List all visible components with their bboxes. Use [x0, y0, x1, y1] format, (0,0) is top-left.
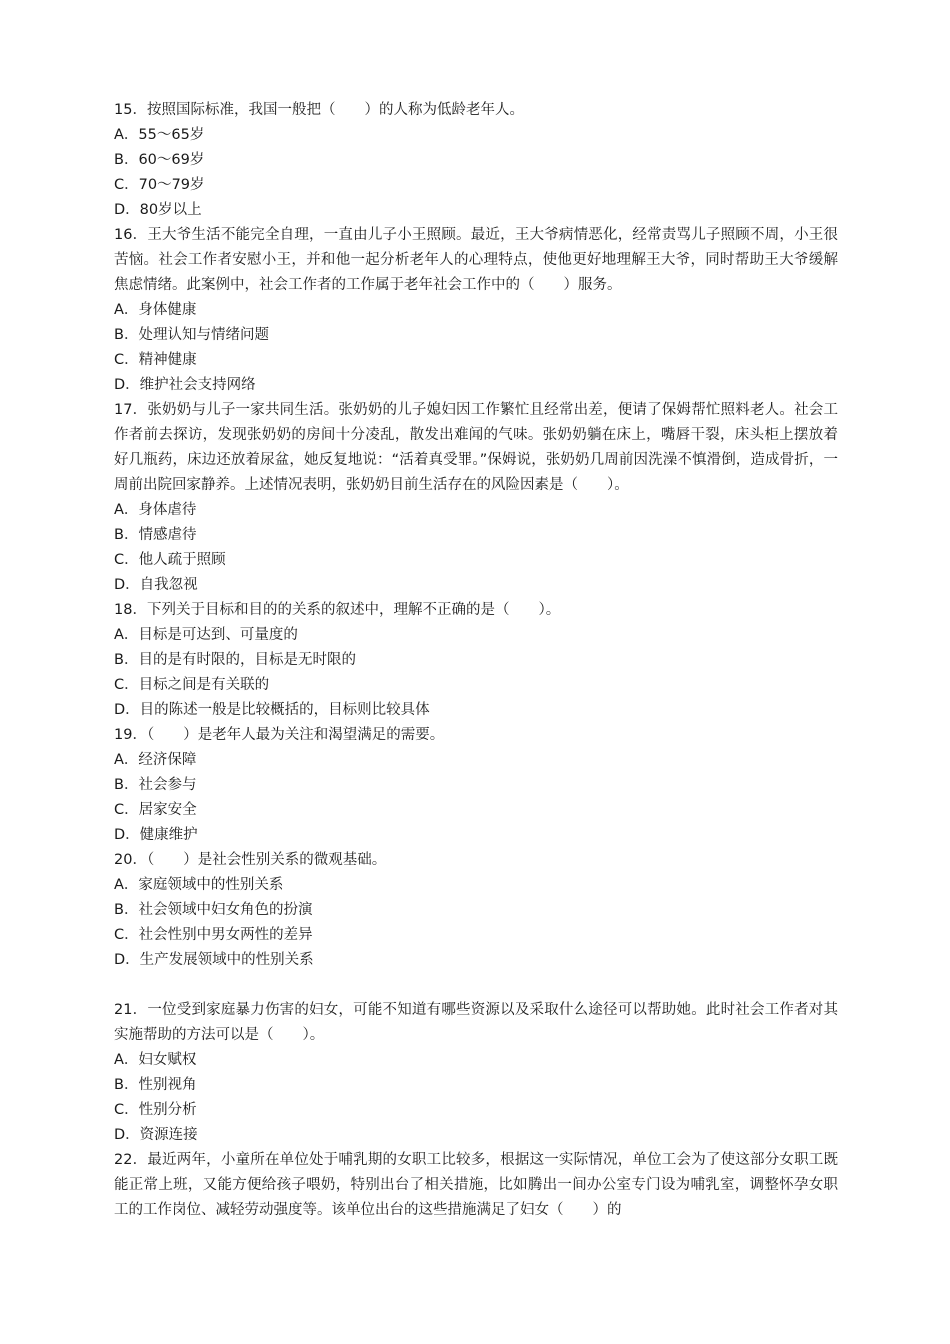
question-stem: 22．最近两年，小童所在单位处于哺乳期的女职工比较多，根据这一实际情况，单位工会为了使这部分女职工既能正常上班，又能方便给孩子喂奶，特别出台了相关措施，比如腾出一间办公室专门设为哺乳室，调整怀孕女职工的工作岗位、减轻劳动强度等。该单位出台的这些措施满足了妇女（ ）的 — [114, 1152, 838, 1218]
option-c: C．目标之间是有关联的 — [114, 677, 270, 693]
option-b: B．处理认知与情绪问题 — [114, 327, 269, 343]
option-b: B．情感虐待 — [114, 527, 197, 543]
option-a: A．身体健康 — [114, 302, 197, 318]
option-a: A．目标是可达到、可量度的 — [114, 627, 298, 643]
option-c: C．社会性别中男女两性的差异 — [114, 927, 313, 943]
option-c: C．70～79岁 — [114, 177, 205, 193]
question-stem: 15．按照国际标准，我国一般把（ ）的人称为低龄老年人。 — [114, 102, 524, 118]
question-stem: 20．（ ）是社会性别关系的微观基础。 — [114, 852, 387, 868]
blank-line — [114, 973, 838, 998]
option-c: C．居家安全 — [114, 802, 197, 818]
option-a: A．经济保障 — [114, 752, 197, 768]
option-b: B．60～69岁 — [114, 152, 205, 168]
option-b: B．性别视角 — [114, 1077, 197, 1093]
option-d: D．维护社会支持网络 — [114, 377, 256, 393]
option-d: D．目的陈述一般是比较概括的，目标则比较具体 — [114, 702, 430, 718]
option-c: C．精神健康 — [114, 352, 197, 368]
option-a: A．妇女赋权 — [114, 1052, 197, 1068]
question-stem: 17．张奶奶与儿子一家共同生活。张奶奶的儿子媳妇因工作繁忙且经常出差，便请了保姆帮忙照料老人。社会工作者前去探访，发现张奶奶的房间十分凌乱，散发出难闻的气味。张奶奶躺在床上，嘴唇干裂，床头柜上摆放着好几瓶药，床边还放着尿盆，她反复地说：“活着真受罪。”保姆说，张奶奶几周前因洗澡不慎滑倒，造成骨折，一周前出院回家静养。上述情况表明，张奶奶目前生活存在的风险因素是（ ）。 — [114, 402, 838, 493]
option-d: D．自我忽视 — [114, 577, 198, 593]
option-a: A．家庭领域中的性别关系 — [114, 877, 284, 893]
option-c: C．性别分析 — [114, 1102, 197, 1118]
option-d: D．资源连接 — [114, 1127, 198, 1143]
option-a: A．55～65岁 — [114, 127, 205, 143]
question-17 — [114, 398, 838, 598]
document-page — [114, 98, 838, 1223]
question-18 — [114, 598, 838, 723]
option-b: B．社会参与 — [114, 777, 197, 793]
question-20 — [114, 848, 838, 973]
question-stem: 18．下列关于目标和目的的关系的叙述中，理解不正确的是（ ）。 — [114, 602, 561, 618]
option-a: A．身体虐待 — [114, 502, 197, 518]
question-16 — [114, 223, 838, 398]
question-stem: 19．（ ）是老年人最为关注和渴望满足的需要。 — [114, 727, 445, 743]
option-b: B．目的是有时限的，目标是无时限的 — [114, 652, 356, 668]
option-c: C．他人疏于照顾 — [114, 552, 226, 568]
option-d: D．80岁以上 — [114, 202, 202, 218]
question-15 — [114, 98, 838, 223]
question-stem: 16．王大爷生活不能完全自理，一直由儿子小王照顾。最近，王大爷病情恶化，经常责骂儿子照顾不周，小王很苦恼。社会工作者安慰小王，并和他一起分析老年人的心理特点，使他更好地理解王大爷，同时帮助王大爷缓解焦虑情绪。此案例中，社会工作者的工作属于老年社会工作中的（ ）服务。 — [114, 227, 838, 293]
option-d: D．健康维护 — [114, 827, 198, 843]
question-21 — [114, 998, 838, 1148]
question-19 — [114, 723, 838, 848]
question-22 — [114, 1148, 838, 1223]
option-b: B．社会领域中妇女角色的扮演 — [114, 902, 313, 918]
option-d: D．生产发展领域中的性别关系 — [114, 952, 314, 968]
question-stem: 21．一位受到家庭暴力伤害的妇女，可能不知道有哪些资源以及采取什么途径可以帮助她。此时社会工作者对其实施帮助的方法可以是（ ）。 — [114, 1002, 838, 1043]
